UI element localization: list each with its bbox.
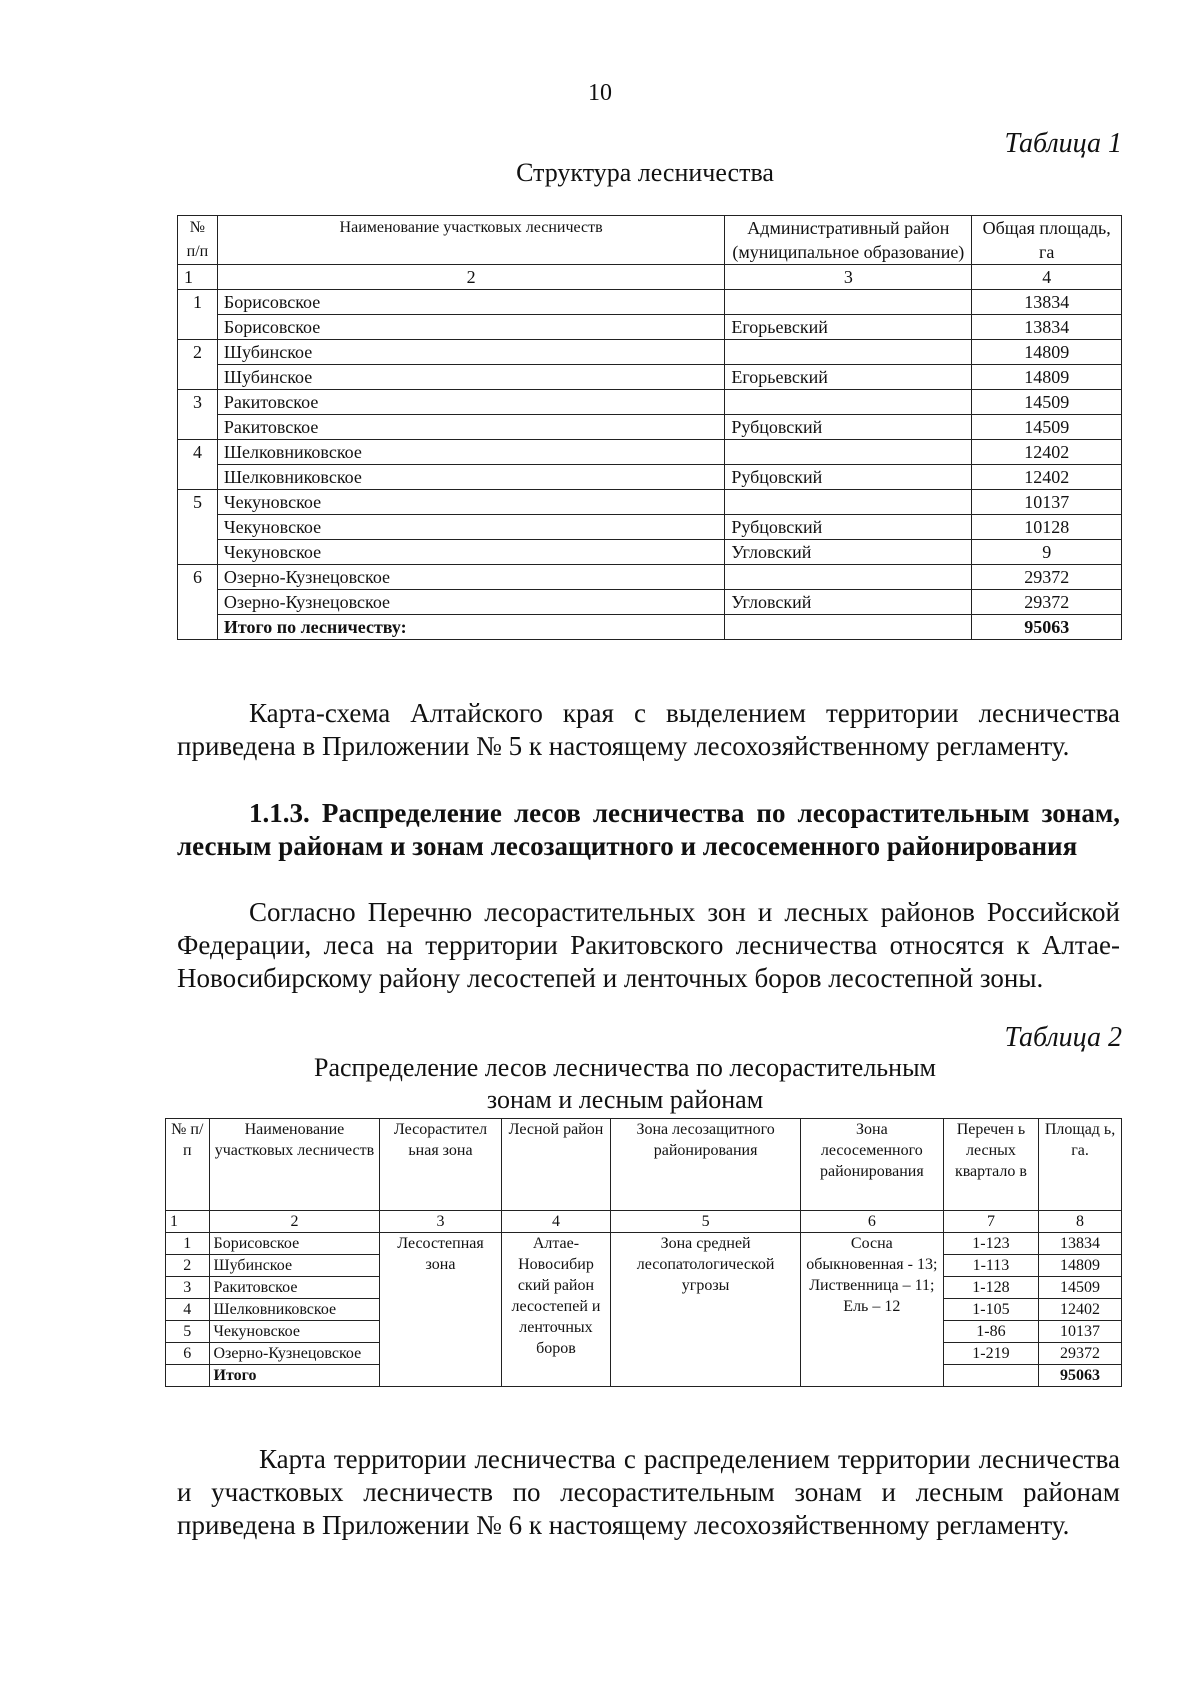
- forest-region-cell: Алтае-Новосибир ский район лесостепей и ленточных боров: [501, 1233, 611, 1387]
- forestry-structure-table: [177, 215, 1122, 640]
- forest-zones-table: [165, 1118, 1122, 1387]
- header-protection-zone: Зона лесозащитного районирования: [611, 1119, 801, 1211]
- colnum-7: 7: [943, 1211, 1038, 1233]
- row-name: Шубинское: [217, 365, 724, 390]
- row-district: Егорьевский: [725, 315, 972, 340]
- row-district: [725, 390, 972, 415]
- row-quarters: 1-219: [943, 1343, 1038, 1365]
- row-area: 29372: [972, 590, 1122, 615]
- row-area: 13834: [972, 290, 1122, 315]
- colnum-2: 2: [217, 265, 724, 290]
- table2-colnum-row: [166, 1211, 1122, 1233]
- total-area: 95063: [1039, 1365, 1122, 1387]
- row-name: Шубинское: [209, 1255, 380, 1277]
- veg-zone-cell: Лесостепная зона: [380, 1233, 501, 1387]
- table-row: [166, 1233, 1122, 1255]
- row-area: 29372: [1039, 1343, 1122, 1365]
- table-row: [178, 365, 1122, 390]
- colnum-1: 1: [166, 1211, 210, 1233]
- row-quarters: 1-123: [943, 1233, 1038, 1255]
- table-row: [178, 315, 1122, 340]
- total-quarters: [943, 1365, 1038, 1387]
- row-number: 6: [178, 565, 218, 640]
- row-name: Чекуновское: [209, 1321, 380, 1343]
- row-number: 3: [166, 1277, 210, 1299]
- table1-colnum-row: [178, 265, 1122, 290]
- row-name: Чекуновское: [217, 490, 724, 515]
- table-row: [178, 390, 1122, 415]
- header-number: № п/ п: [166, 1119, 210, 1211]
- row-district: Угловский: [725, 540, 972, 565]
- table-row: [178, 565, 1122, 590]
- header-name: Наименование участковых лесничеств: [217, 216, 724, 265]
- row-area: 14809: [972, 340, 1122, 365]
- row-area: 14809: [1039, 1255, 1122, 1277]
- table2-title-line1: Распределение лесов лесничества по лесорастительным: [314, 1053, 936, 1082]
- row-name: Ракитовское: [209, 1277, 380, 1299]
- row-quarters: 1-86: [943, 1321, 1038, 1343]
- row-name: Шелковниковское: [217, 465, 724, 490]
- table-row: [178, 340, 1122, 365]
- total-label: Итого: [209, 1365, 380, 1387]
- row-area: 10128: [972, 515, 1122, 540]
- table2-header-row: [166, 1119, 1122, 1211]
- row-area: 14809: [972, 365, 1122, 390]
- row-name: Озерно-Кузнецовское: [217, 565, 724, 590]
- row-name: Чекуновское: [217, 540, 724, 565]
- colnum-4: 4: [972, 265, 1122, 290]
- row-name: Ракитовское: [217, 390, 724, 415]
- colnum-8: 8: [1039, 1211, 1122, 1233]
- table2-label: Таблица 2: [1004, 1022, 1122, 1053]
- row-area: 29372: [972, 565, 1122, 590]
- row-number: 1: [166, 1233, 210, 1255]
- row-number: 5: [166, 1321, 210, 1343]
- row-area: 10137: [1039, 1321, 1122, 1343]
- row-quarters: 1-105: [943, 1299, 1038, 1321]
- row-number: 2: [178, 340, 218, 390]
- protection-zone-cell: Зона средней лесопатологической угрозы: [611, 1233, 801, 1387]
- row-number: 2: [166, 1255, 210, 1277]
- row-area: 10137: [972, 490, 1122, 515]
- row-number: 6: [166, 1343, 210, 1365]
- row-area: 14509: [972, 415, 1122, 440]
- row-district: [725, 340, 972, 365]
- table2-title-line2: зонам и лесным районам: [486, 1085, 764, 1114]
- row-district: [725, 565, 972, 590]
- table-row: [178, 540, 1122, 565]
- table1-title: Структура лесничества: [516, 158, 774, 187]
- total-number: [166, 1365, 210, 1387]
- row-name: Борисовское: [209, 1233, 380, 1255]
- header-district: Административный район (муниципальное образование): [725, 216, 972, 265]
- row-district: Угловский: [725, 590, 972, 615]
- table-row: [178, 290, 1122, 315]
- total-label: Итого по лесничеству:: [217, 615, 724, 640]
- row-area: 12402: [972, 465, 1122, 490]
- table2-title: [0, 1052, 1200, 1116]
- row-district: Егорьевский: [725, 365, 972, 390]
- row-district: Рубцовский: [725, 515, 972, 540]
- table-row: [178, 440, 1122, 465]
- row-area: 12402: [972, 440, 1122, 465]
- row-quarters: 1-128: [943, 1277, 1038, 1299]
- seed-zone-cell: Сосна обыкновенная - 13; Лиственница – 11; Ель – 12: [800, 1233, 943, 1387]
- row-quarters: 1-113: [943, 1255, 1038, 1277]
- row-district: [725, 490, 972, 515]
- row-name: Борисовское: [217, 315, 724, 340]
- row-number: 4: [166, 1299, 210, 1321]
- row-area: 12402: [1039, 1299, 1122, 1321]
- table-row: [178, 415, 1122, 440]
- row-district: Рубцовский: [725, 465, 972, 490]
- header-area: Общая площадь, га: [972, 216, 1122, 265]
- table-row: [178, 465, 1122, 490]
- total-district: [725, 615, 972, 640]
- table-row: [178, 490, 1122, 515]
- row-name: Чекуновское: [217, 515, 724, 540]
- row-area: 13834: [1039, 1233, 1122, 1255]
- table1-label: Таблица 1: [1004, 128, 1122, 159]
- table-row: [178, 515, 1122, 540]
- colnum-6: 6: [800, 1211, 943, 1233]
- row-name: Шубинское: [217, 340, 724, 365]
- row-name: Шелковниковское: [209, 1299, 380, 1321]
- row-area: 14509: [1039, 1277, 1122, 1299]
- row-name: Озерно-Кузнецовское: [209, 1343, 380, 1365]
- colnum-5: 5: [611, 1211, 801, 1233]
- table-row: [178, 590, 1122, 615]
- row-area: 13834: [972, 315, 1122, 340]
- row-name: Шелковниковское: [217, 440, 724, 465]
- row-name: Озерно-Кузнецовское: [217, 590, 724, 615]
- total-area: 95063: [972, 615, 1122, 640]
- header-quarters: Перечен ь лесных квартало в: [943, 1119, 1038, 1211]
- row-number: 1: [178, 290, 218, 340]
- table1-header-row: [178, 216, 1122, 265]
- colnum-3: 3: [380, 1211, 501, 1233]
- header-forest-region: Лесной район: [501, 1119, 611, 1211]
- row-area: 14509: [972, 390, 1122, 415]
- colnum-4: 4: [501, 1211, 611, 1233]
- section-heading: 1.1.3. Распределение лесов лесничества по лесорастительным зонам, лесным районам и зонам лесозащитного и лесосеменного районирования: [177, 798, 1120, 861]
- row-area: 9: [972, 540, 1122, 565]
- row-district: [725, 290, 972, 315]
- row-number: 3: [178, 390, 218, 440]
- header-name: Наименование участковых лесничеств: [209, 1119, 380, 1211]
- paragraph-zone-map-reference: Карта территории лесничества с распределением территории лесничества и участковых лесничеств по лесорастительным зонам и лесным районам приведена в Приложении № 6 к настоящему лесохозяйственному регламенту.: [177, 1444, 1120, 1540]
- row-number: 4: [178, 440, 218, 490]
- header-number: № п/п: [178, 216, 218, 265]
- table1-total-row: [178, 615, 1122, 640]
- row-name: Ракитовское: [217, 415, 724, 440]
- header-seed-zone: Зона лесосеменного районирования: [800, 1119, 943, 1211]
- paragraph-zones: Согласно Перечню лесорастительных зон и лесных районов Российской Федерации, леса на территории Ракитовского лесничества относятся к Алтае-Новосибирскому району лесостепей и ленточных боров лесостепной зоны.: [177, 897, 1120, 993]
- row-number: 5: [178, 490, 218, 565]
- row-district: [725, 440, 972, 465]
- row-name: Борисовское: [217, 290, 724, 315]
- header-veg-zone: Лесорастител ьная зона: [380, 1119, 501, 1211]
- colnum-2: 2: [209, 1211, 380, 1233]
- page-number: 10: [588, 80, 612, 106]
- colnum-3: 3: [725, 265, 972, 290]
- row-district: Рубцовский: [725, 415, 972, 440]
- header-area: Площад ь, га.: [1039, 1119, 1122, 1211]
- colnum-1: 1: [178, 265, 218, 290]
- paragraph-map-reference: Карта-схема Алтайского края с выделением территории лесничества приведена в Приложении № 5 к настоящему лесохозяйственному регламенту.: [177, 698, 1120, 761]
